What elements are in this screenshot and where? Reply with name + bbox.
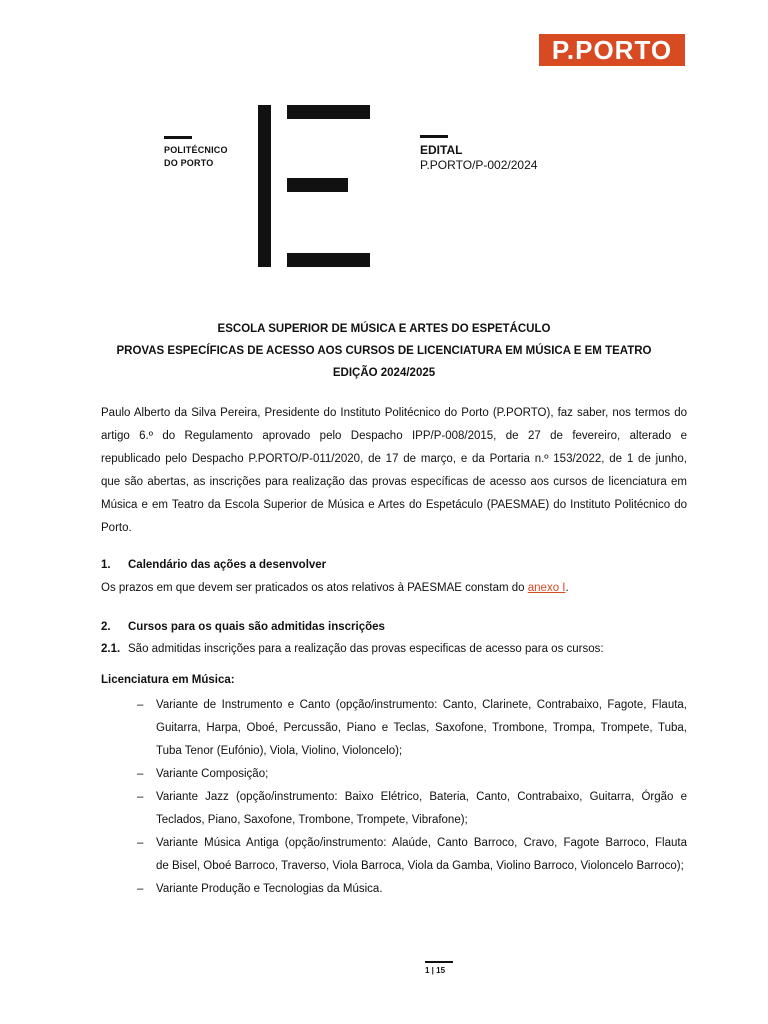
- title-line-2: PROVAS ESPECÍFICAS DE ACESSO AOS CURSOS DE LICENCIATURA EM MÚSICA E EM TEATRO: [116, 345, 652, 357]
- title-line-3: EDIÇÃO 2024/2025: [332, 367, 436, 379]
- institution-name: [164, 144, 228, 170]
- list-item-line: Variante de Instrumento e Canto (opção/instrumento: Canto, Clarinete, Contrabaixo, Fagote, Flauta,: [156, 699, 687, 711]
- document-reference: P.PORTO/P-002/2024: [420, 158, 538, 172]
- list-item: [101, 694, 687, 763]
- list-item-line: de Bisel, Oboé Barroco, Traverso, Viola Barroca, Viola da Gamba, Violino Barroco, Violoncelo Barroco);: [156, 860, 684, 872]
- pporto-logo: P.PORTO: [539, 34, 685, 66]
- document-title: [60, 318, 708, 384]
- intro-line: republicado pelo Despacho P.PORTO/P-011/2020, de 17 de março, e da Portaria n.º 153/2022, de 1 de junho,: [101, 453, 687, 465]
- list-item-line: Teclados, Piano, Saxofone, Trombone, Trompete, Vibrafone);: [156, 814, 468, 826]
- dash-bullet: –: [137, 768, 144, 780]
- title-line-1: ESCOLA SUPERIOR DE MÚSICA E ARTES DO ESPETÁCULO: [217, 323, 551, 335]
- list-item-line: Variante Música Antiga (opção/instrumento: Alaúde, Canto Barroco, Cravo, Fagote Barroco, Flauta: [156, 837, 687, 849]
- section-2-1-number: 2.1.: [101, 643, 121, 655]
- section-1-title: Calendário das ações a desenvolver: [128, 559, 327, 571]
- e-logo-top-bar: [287, 105, 370, 119]
- variant-list: [101, 694, 687, 901]
- annex-i-link[interactable]: anexo I: [527, 582, 566, 594]
- intro-line: Porto.: [101, 522, 132, 534]
- institution-line-1: POLITÉCNICO: [164, 145, 228, 155]
- section-2-number: 2.: [101, 621, 111, 633]
- section-2-1-body: São admitidas inscrições para a realização das provas especificas de acesso para os cursos:: [128, 643, 604, 655]
- school-e-logo: [258, 105, 370, 267]
- e-logo-bottom-bar: [287, 253, 370, 267]
- list-item-line: Guitarra, Harpa, Oboé, Percussão, Piano e Teclas, Saxofone, Trombone, Trompa, Trompete, Tuba,: [156, 722, 687, 734]
- dash-bullet: –: [137, 699, 144, 711]
- intro-line: Música e em Teatro da Escola Superior de Música e Artes do Espetáculo (PAESMAE) do Instituto Politécnico do: [101, 499, 687, 511]
- section-2-1-text: [101, 643, 604, 655]
- institution-line-2: DO PORTO: [164, 158, 214, 168]
- list-item: [101, 763, 687, 786]
- intro-paragraph: [101, 402, 687, 540]
- section-1-text: [101, 582, 569, 594]
- document-type: EDITAL: [420, 143, 463, 157]
- intro-line: que são abertas, as inscrições para realização das provas específicas de acesso aos cursos de licenciatura em: [101, 476, 687, 488]
- edital-rule: [420, 135, 448, 138]
- section-1-number: 1.: [101, 559, 111, 571]
- section-2-title: Cursos para os quais são admitidas inscrições: [128, 621, 385, 633]
- e-logo-middle-bar: [287, 178, 348, 192]
- institution-rule: [164, 136, 192, 139]
- section-1-text-end: .: [565, 582, 569, 594]
- dash-bullet: –: [137, 837, 144, 849]
- intro-line: Paulo Alberto da Silva Pereira, Presidente do Instituto Politécnico do Porto (P.PORTO), faz saber, nos termos do: [101, 407, 687, 419]
- list-item-line: Variante Composição;: [156, 768, 269, 780]
- list-item: [101, 832, 687, 878]
- list-item: [101, 786, 687, 832]
- section-2-heading: [101, 621, 385, 633]
- page-number: 1 | 15: [425, 966, 446, 975]
- intro-line: artigo 6.º do Regulamento aprovado pelo Despacho IPP/P-008/2015, de 27 de fevereiro, alterado e: [101, 430, 687, 442]
- list-item-line: Tuba Tenor (Eufónio), Viola, Violino, Violoncelo);: [156, 745, 403, 757]
- dash-bullet: –: [137, 791, 144, 803]
- list-item-line: Variante Produção e Tecnologias da Música.: [156, 883, 383, 895]
- section-1-heading: [101, 559, 326, 571]
- list-item: [101, 878, 687, 901]
- e-logo-stem: [258, 105, 271, 267]
- list-item-line: Variante Jazz (opção/instrumento: Baixo Elétrico, Bateria, Canto, Contrabaixo, Guitarra, Órgão e: [156, 791, 687, 803]
- licenciatura-heading: Licenciatura em Música:: [101, 674, 235, 686]
- dash-bullet: –: [137, 883, 144, 895]
- section-1-text-body: Os prazos em que devem ser praticados os atos relativos à PAESMAE constam do: [101, 582, 528, 594]
- footer-rule: [425, 961, 453, 963]
